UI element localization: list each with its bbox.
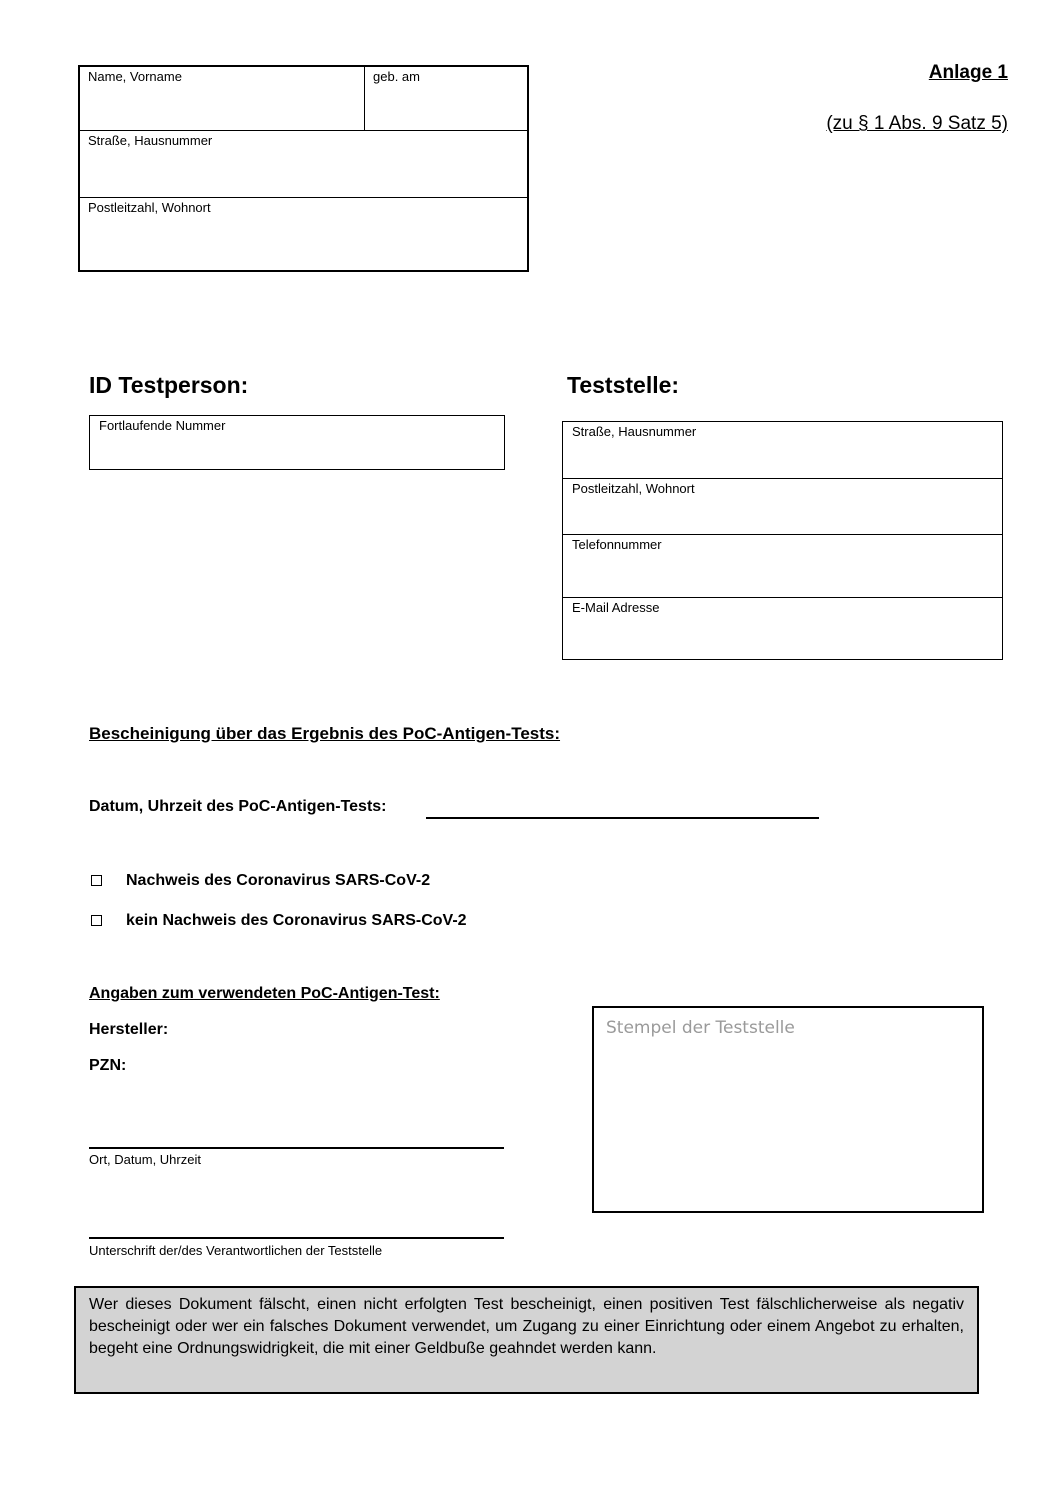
signature-line[interactable]	[89, 1237, 504, 1239]
place-date-label: Ort, Datum, Uhrzeit	[89, 1152, 201, 1167]
sequence-number-label: Fortlaufende Nummer	[99, 418, 226, 433]
test-site-box	[562, 421, 1003, 660]
warning-text: Wer dieses Dokument fälscht, einen nicht erfolgten Test bescheinigt, einen positiven Test fälschlicherweise als negativ bescheinigt oder wer ein falsches Dokument verwendet, um Zugang zu einer Einrichtung oder einem Angebot zu erhalten, begeht eine Ordnungswidrigkeit, die mit einer Geldbuße geahndet werden kann.	[89, 1296, 964, 1357]
test-datetime-line[interactable]	[426, 817, 819, 819]
annex-title: Anlage 1	[928, 62, 1008, 83]
name-field[interactable]	[80, 67, 365, 131]
test-site-phone-field[interactable]	[563, 535, 1002, 598]
positive-checkbox[interactable]	[91, 875, 102, 886]
sequence-number-field[interactable]	[89, 415, 505, 470]
test-site-postal-label: Postleitzahl, Wohnort	[572, 481, 695, 496]
positive-label: Nachweis des Coronavirus SARS-CoV-2	[126, 872, 431, 889]
annex-reference: (zu § 1 Abs. 9 Satz 5)	[826, 113, 1008, 134]
birthdate-label: geb. am	[373, 69, 420, 84]
test-site-street-field[interactable]	[563, 422, 1002, 479]
certificate-heading: Bescheinigung über das Ergebnis des PoC-Antigen-Tests:	[89, 724, 561, 743]
test-site-phone-label: Telefonnummer	[572, 537, 662, 552]
birthdate-field[interactable]	[365, 67, 527, 131]
postal-field[interactable]	[80, 198, 527, 270]
warning-notice	[74, 1286, 979, 1394]
place-date-line[interactable]	[89, 1147, 504, 1149]
personal-data-box	[78, 65, 529, 272]
pzn-label: PZN:	[89, 1057, 127, 1074]
street-field[interactable]	[80, 131, 527, 198]
negative-label: kein Nachweis des Coronavirus SARS-CoV-2	[126, 912, 467, 929]
test-site-heading: Teststelle:	[567, 372, 680, 398]
postal-label: Postleitzahl, Wohnort	[88, 200, 211, 215]
stamp-placeholder: Stempel der Teststelle	[606, 1018, 795, 1038]
signature-label: Unterschrift der/des Verantwortlichen der Teststelle	[89, 1243, 383, 1258]
test-site-postal-field[interactable]	[563, 479, 1002, 535]
manufacturer-label: Hersteller:	[89, 1021, 169, 1038]
test-datetime-label: Datum, Uhrzeit des PoC-Antigen-Tests:	[89, 798, 387, 815]
test-site-street-label: Straße, Hausnummer	[572, 424, 697, 439]
negative-checkbox[interactable]	[91, 915, 102, 926]
stamp-box	[592, 1006, 984, 1213]
id-testperson-heading: ID Testperson:	[89, 372, 249, 398]
test-site-email-field[interactable]	[563, 598, 1002, 659]
name-label: Name, Vorname	[88, 69, 182, 84]
test-site-email-label: E-Mail Adresse	[572, 600, 660, 615]
street-label: Straße, Hausnummer	[88, 133, 213, 148]
test-info-heading: Angaben zum verwendeten PoC-Antigen-Test:	[89, 985, 440, 1002]
